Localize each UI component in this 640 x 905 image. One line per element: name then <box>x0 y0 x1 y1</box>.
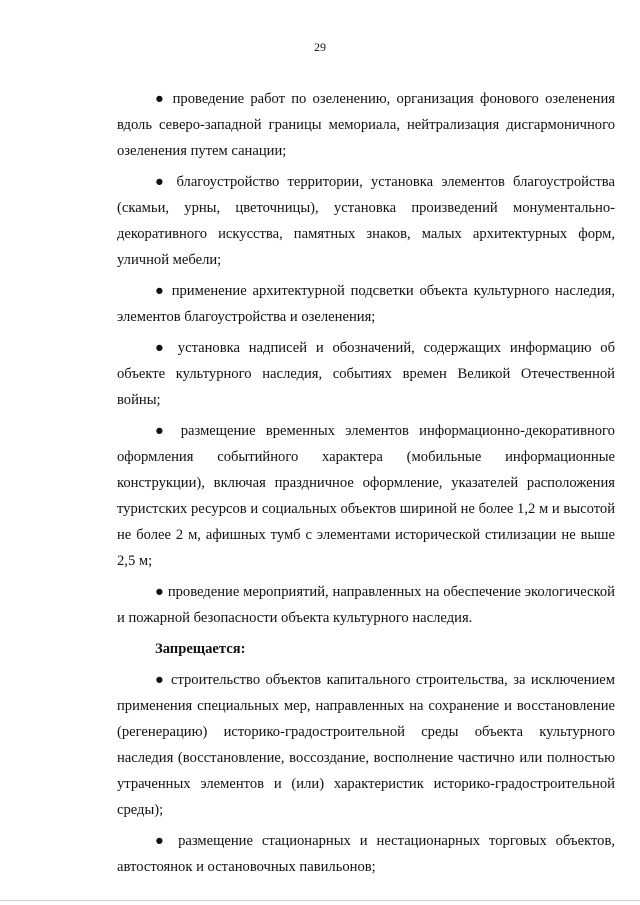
section-heading: Запрещается: <box>155 641 246 657</box>
list-item-text: строительство объектов капитального строительства, за исключением применения специальных мер, направленных на сохранение и восстановление (регенерацию) историко-градостроительной среды объекта культурного наследия (восстановление, воссоздание, восполнение частично или полностью утраченных элементов и (или) характеристик историко-градостроительной среды); <box>117 672 615 818</box>
list-item-text: проведение мероприятий, направленных на обеспечение экологической и пожарной безопасности объекта культурного наследия. <box>117 584 615 626</box>
bullet-icon: ● <box>155 340 169 356</box>
list-item <box>117 86 615 164</box>
bullet-icon: ● <box>155 833 170 849</box>
page-number: 29 <box>314 40 326 54</box>
list-item <box>117 667 615 823</box>
list-item <box>117 278 615 330</box>
bullet-icon: ● <box>155 672 166 688</box>
bullet-icon: ● <box>155 91 167 107</box>
document-body <box>117 86 615 885</box>
list-item <box>117 828 615 880</box>
list-item-text: применение архитектурной подсветки объекта культурного наследия, элементов благоустройства и озеленения; <box>117 283 615 325</box>
list-item <box>117 579 615 631</box>
bullet-icon: ● <box>155 423 171 439</box>
bullet-icon: ● <box>155 584 164 600</box>
list-item-text: проведение работ по озеленению, организация фонового озеленения вдоль северо-западной границы мемориала, нейтрализация дисгармоничного озеленения путем санации; <box>117 91 615 159</box>
list-item <box>117 335 615 413</box>
page-bottom-edge <box>0 900 640 901</box>
bullet-icon: ● <box>155 283 166 299</box>
list-item-text: установка надписей и обозначений, содержащих информацию об объекте культурного наследия, событиях времен Великой Отечественной войны; <box>117 340 615 408</box>
list-item <box>117 418 615 574</box>
list-item-text: размещение временных элементов информационно-декоративного оформления событийного характера (мобильные информационные конструкции), включая праздничное оформление, указателей расположения туристских ресурсов и социальных объектов шириной не более 1,2 м и высотой не более 2 м, афишных тумб с элементами исторической стилизации не выше 2,5 м; <box>117 423 615 569</box>
bullet-icon: ● <box>155 174 169 190</box>
list-item-text: благоустройство территории, установка элементов благоустройства (скамьи, урны, цветочницы), установка произведений монументально-декоративного искусства, памятных знаков, малых архитектурных форм, уличной мебели; <box>117 174 615 268</box>
list-item-text: размещение стационарных и нестационарных торговых объектов, автостоянок и остановочных павильонов; <box>117 833 615 875</box>
list-item <box>117 169 615 273</box>
